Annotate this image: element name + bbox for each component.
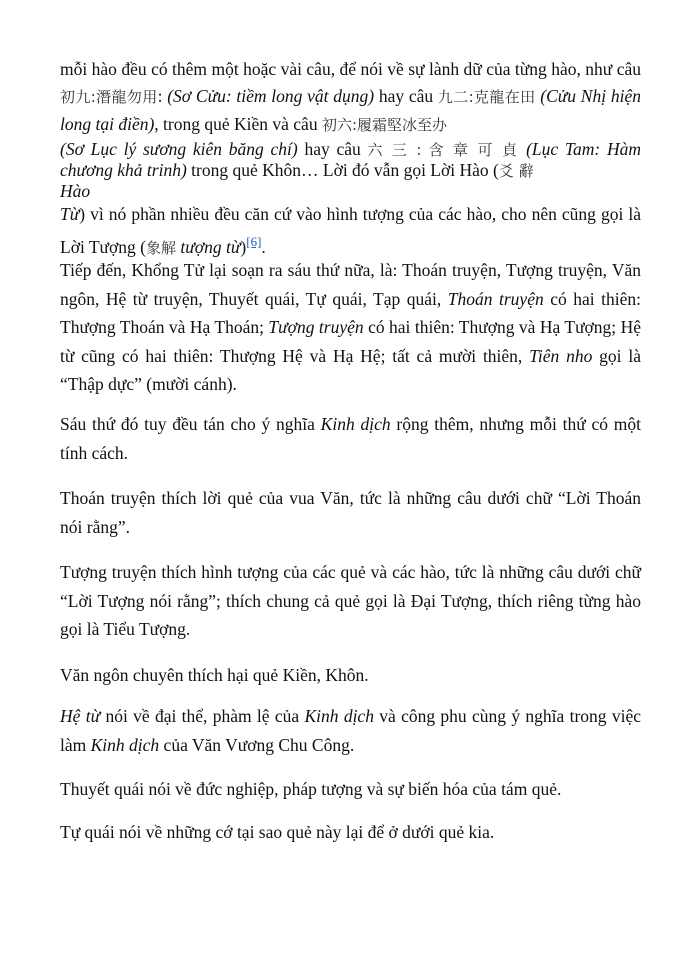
text: Tự quái nói về những cớ tại sao quẻ này lại để ở dưới quẻ kia. (60, 822, 495, 842)
text: trong quẻ Khôn… Lời đó vẫn gọi Lời Hào ( (186, 160, 499, 180)
text: của Văn Vương Chu Công. (159, 734, 355, 755)
text: : (157, 86, 168, 106)
text: gọi là “Thập dực” (mười cánh). (60, 345, 641, 394)
italic-text: Thoán truyện (447, 288, 544, 309)
italic-text: Tượng truyện (268, 317, 364, 337)
chinese-text: 初六:履霜堅冰至办 (321, 116, 448, 134)
italic-text: (Sơ Lục lý sương kiên băng chí) (60, 139, 298, 159)
tight-lines (60, 139, 641, 201)
italic-text: Hào (60, 181, 91, 201)
text: mỗi hào đều có thêm một hoặc vài câu, để nói về sự lành dữ của từng hào, như câu (60, 59, 641, 79)
italic-text: Kinh dịch (90, 734, 160, 755)
text: rộng thêm, nhưng mỗi thứ có một tính cách. (60, 414, 641, 463)
paragraph-tu-quai (60, 818, 641, 847)
text: có hai thiên: Thượng và Hạ Tượng; Hệ từ cũng có hai thiên: Thượng Hệ và Hạ Hệ; tất cả mười thiên, (60, 317, 642, 366)
text: ) (240, 237, 247, 257)
text: Văn ngôn chuyên thích hại quẻ Kiền, Khôn. (60, 665, 369, 685)
paragraph-thap-duc (60, 256, 641, 399)
italic-text: Hệ từ (60, 706, 101, 726)
text: Tượng truyện thích hình tượng của các quẻ và các hào, tức là những câu dưới chữ “Lời Tượng nói rằng”; thích chung cả quẻ gọi là Đại Tượng, thích riêng từng hào gọi là Tiểu Tượng. (60, 562, 641, 639)
text: nói về đại thể, phàm lệ của (100, 706, 305, 726)
italic-text: Kinh dịch (304, 706, 374, 726)
chinese-text: 六 三 : 含 章 可 貞 (367, 141, 520, 159)
text: Thuyết quái nói về đức nghiệp, pháp tượng và sự biến hóa của tám quẻ. (60, 779, 562, 799)
italic-text: (Sơ Cửu: tiềm long vật dụng) (167, 86, 375, 106)
italic-text: Từ (60, 204, 80, 224)
chinese-text: 象解 (146, 239, 177, 257)
text: Tiếp đến, Khổng Tử lại soạn ra sáu thứ nữa, là: Thoán truyện, Tượng truyện, Văn ngôn, Hệ từ truyện, Thuyết quái, Tự quái, Tạp quái, (60, 260, 641, 309)
text: Thoán truyện thích lời quẻ của vua Văn, tức là những câu dưới chữ “Lời Thoán nói rằng”. (60, 488, 641, 537)
italic-text: (Cửu Nhị hiện long tại điền) (60, 86, 641, 134)
chinese-text: 九二:克龍在田 (437, 88, 536, 106)
text: và công phu cùng ý nghĩa trong việc làm (60, 706, 641, 755)
text: , trong quẻ Kiền và câu (154, 114, 322, 134)
paragraph-tuong-truyen (60, 558, 641, 644)
text: . (261, 237, 266, 257)
text: ) vì nó phần nhiều đều căn cứ vào hình tượng của các hào, cho nên cũng gọi là Lời Tượng ( (60, 204, 641, 257)
italic-text: tượng từ (180, 237, 241, 257)
footnote-link[interactable]: [6] (246, 234, 262, 249)
text: Sáu thứ đó tuy đều tán cho ý nghĩa (60, 414, 321, 434)
chinese-text: 爻 辭 (498, 162, 534, 180)
paragraph-he-tu (60, 702, 641, 759)
italic-text: (Lục Tam: Hàm chương khả trinh) (60, 139, 641, 180)
paragraph-thuyet-quai (60, 775, 641, 804)
text: có hai thiên: Thượng Thoán và Hạ Thoán; (60, 288, 641, 337)
italic-text: Tiên nho (529, 345, 593, 366)
paragraph-van-ngon (60, 661, 641, 690)
paragraph-hao-description (60, 56, 641, 262)
paragraph-thoan-truyen (60, 484, 641, 541)
text: hay câu (297, 139, 368, 159)
chinese-text: 初九:潛龍勿用 (60, 88, 158, 106)
italic-text: Kinh dịch (320, 414, 391, 434)
text: hay câu (374, 86, 438, 106)
paragraph-six-works (60, 410, 641, 467)
